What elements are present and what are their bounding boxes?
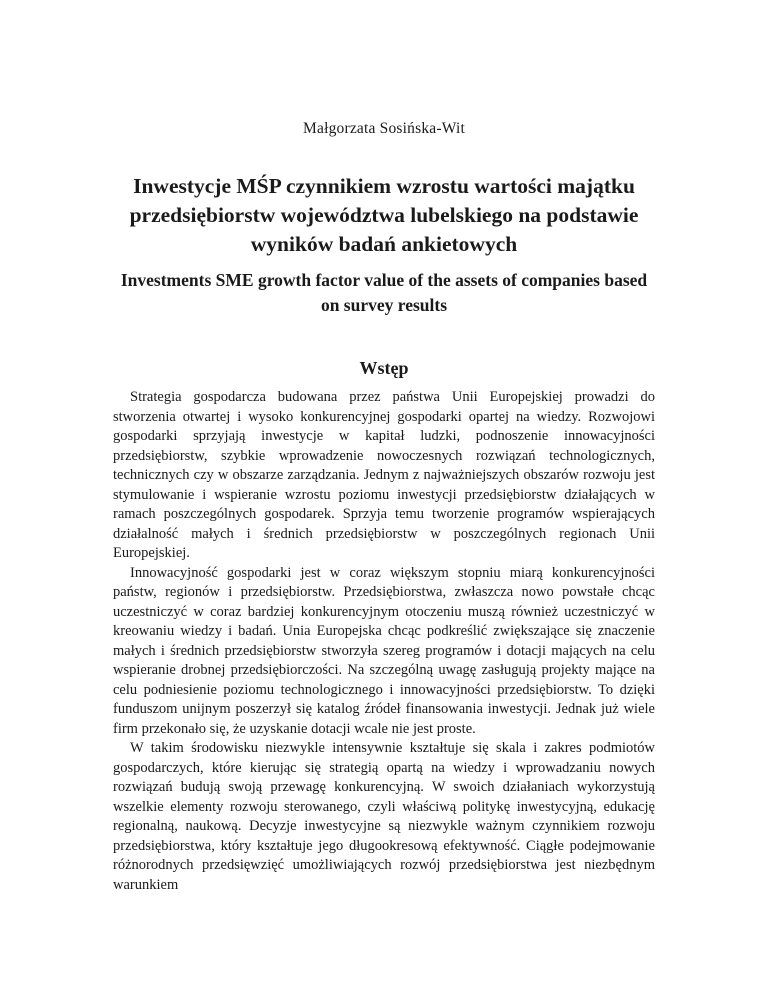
section-heading: Wstęp (359, 358, 409, 378)
body-text (113, 388, 655, 895)
author-name: Małgorzata Sosińska-Wit (303, 120, 465, 137)
paragraph: Innowacyjność gospodarki jest w coraz większym stopniu miarą konkurencyjności państw, regionów i przedsiębiorstw. Przedsiębiorstwa, zwłaszcza nowo powstałe chcąc uczestniczyć w coraz bardziej konkurencyjnym otoczeniu muszą również uczestniczyć w kreowaniu wiedzy i badań. Unia Europejska chcąc podkreślić zwiększające się znaczenie małych i średnich przedsiębiorstw stworzyła szereg programów i dotacji mających na celu wspieranie drobnej przedsiębiorczości. Na szczególną uwagę zasługują projekty mające na celu podniesienie poziomu technologicznego i innowacyjności przedsiębiorstw. To dzięki funduszom unijnym poszerzył się katalog źródeł finansowania inwestycji. Jednak już wiele firm przekonało się, że uzyskanie dotacji wcale nie jest proste. (113, 564, 655, 737)
title-english: Investments SME growth factor value of the assets of companies based on survey results (120, 270, 648, 315)
title-polish: Inwestycje MŚP czynnikiem wzrostu wartości majątku przedsiębiorstw województwa lubelskiego na podstawie wyników badań ankietowych (129, 174, 639, 256)
paragraph: W takim środowisku niezwykle intensywnie kształtuje się skala i zakres podmiotów gospodarczych, które kierując się strategią opartą na wiedzy i wprowadzaniu nowych rozwiązań budują swoją przewagę konkurencyjną. W swoich działaniach wykorzystują wszelkie elementy rozwoju sterowanego, czyli właściwą politykę inwestycyjną, edukację regionalną, naukową. Decyzje inwestycyjne są niezwykle ważnym czynnikiem rozwoju przedsiębiorstwa, który kształtuje jego długookresową efektywność. Ciągłe podejmowanie różnorodnych przedsięwzięć umożliwiających rozwój przedsiębiorstwa jest niezbędnym warunkiem (113, 740, 655, 893)
paragraph: Strategia gospodarcza budowana przez państwa Unii Europejskiej prowadzi do stworzenia otwartej i wysoko konkurencyjnej gospodarki opartej na wiedzy. Rozwojowi gospodarki sprzyjają inwestycje w kapitał ludzki, podnoszenie innowacyjności przedsiębiorstw, szybkie wprowadzenie nowoczesnych rozwiązań technologicznych, technicznych czy w obszarze zarządzania. Jednym z najważniejszych obszarów rozwoju jest stymulowanie i wspieranie wzrostu poziomu inwestycji przedsiębiorstw działających w ramach poszczególnych gospodarek. Sprzyja temu tworzenie programów wspierających działalność małych i średnich przedsiębiorstw w poszczególnych regionach Unii Europejskiej. (113, 389, 655, 561)
